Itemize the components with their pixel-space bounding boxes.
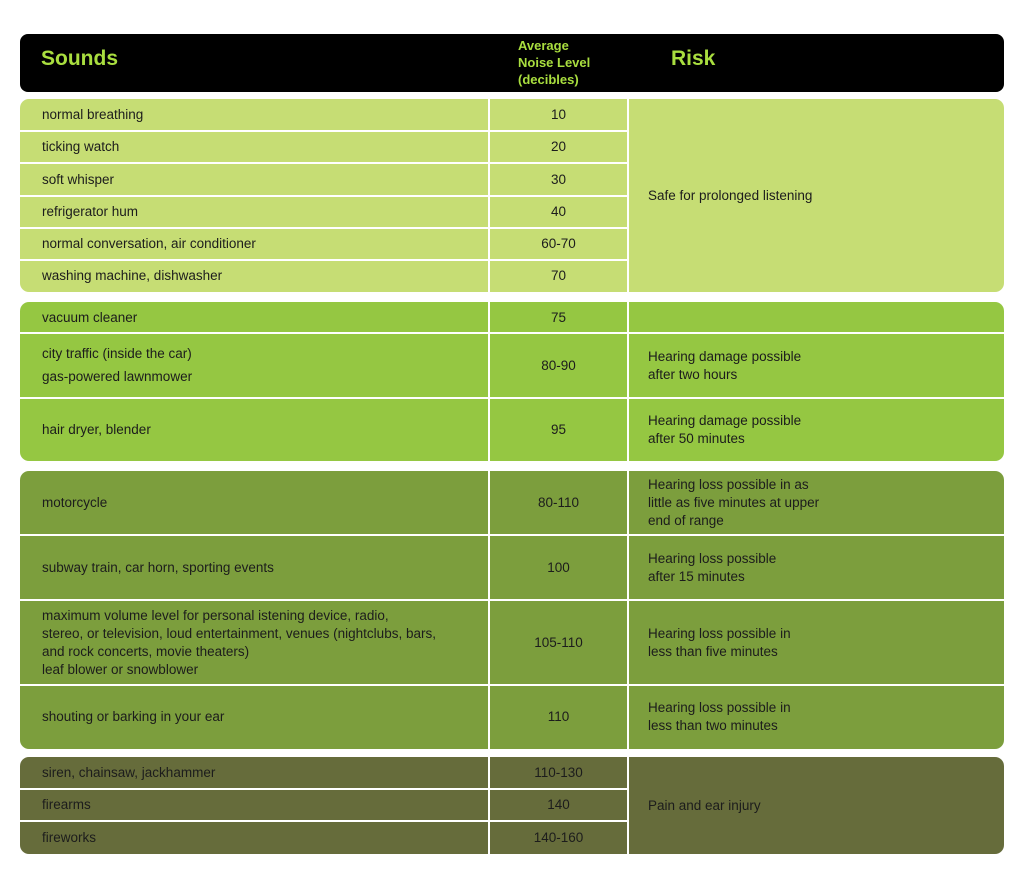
- risk-label: Hearing loss possible in: [648, 625, 791, 641]
- noise-level-cell: 30: [550, 171, 567, 187]
- noise-level-cell: 110: [547, 709, 570, 724]
- sound-cell: [20, 398, 489, 461]
- risk-cell: [628, 302, 1004, 333]
- column-divider-risk: [627, 302, 629, 461]
- noise-level-cell: 70: [550, 268, 567, 283]
- column-divider-risk: [627, 471, 629, 749]
- sound-cell: [20, 163, 489, 196]
- noise-level-cell: 80-110: [537, 495, 580, 510]
- sound-cell: [20, 228, 489, 260]
- sound-label: firearms: [42, 797, 91, 812]
- risk-label: less than two minutes: [648, 718, 778, 733]
- sound-cell: [20, 333, 489, 398]
- sound-cell: [20, 260, 489, 292]
- risk-cell: [628, 398, 1004, 461]
- noise-level-cell: 140-160: [533, 829, 584, 845]
- sound-label: fireworks: [42, 829, 97, 845]
- risk-label: Safe for prolonged listening: [648, 187, 813, 203]
- risk-cell: [628, 471, 1004, 535]
- noise-level-header-line-3: (decibles): [518, 72, 579, 87]
- sound-cell: [20, 131, 489, 163]
- sound-label: vacuum cleaner: [42, 309, 138, 325]
- risk-label: less than five minutes: [648, 643, 778, 659]
- risk-cell: [628, 757, 1004, 854]
- sound-label: stereo, or television, loud entertainment, venues (nightclubs, bars,: [42, 625, 436, 641]
- risk-label: after 15 minutes: [648, 568, 745, 584]
- sound-label: refrigerator hum: [42, 204, 139, 219]
- column-divider-level: [488, 99, 490, 292]
- sound-label: subway train, car horn, sporting events: [42, 559, 274, 575]
- column-divider-level: [488, 302, 490, 461]
- sound-label: soft whisper: [42, 171, 115, 187]
- sound-cell: [20, 196, 489, 228]
- noise-level-header-line-2: Noise Level: [518, 55, 591, 70]
- sound-label: motorcycle: [42, 495, 108, 510]
- noise-level-cell: 20: [550, 139, 567, 154]
- sound-label: shouting or barking in your ear: [42, 709, 225, 724]
- risk-cell: [628, 333, 1004, 398]
- sound-label: normal breathing: [42, 107, 144, 122]
- risk-label: Hearing loss possible in: [648, 700, 791, 715]
- sound-label: leaf blower or snowblower: [42, 661, 199, 677]
- table-header: [20, 34, 1004, 92]
- risk-label: Hearing loss possible in as: [648, 477, 809, 492]
- sound-label: city traffic (inside the car): [42, 346, 192, 361]
- noise-level-cell: 140: [547, 797, 570, 812]
- sound-cell: [20, 821, 489, 854]
- noise-level-cell: 40: [550, 204, 567, 219]
- sound-label: washing machine, dishwasher: [42, 268, 223, 283]
- risk-label: after 50 minutes: [648, 430, 745, 446]
- risk-column-header: Risk: [671, 47, 716, 70]
- risk-cell: [628, 600, 1004, 685]
- sound-cell: [20, 757, 489, 789]
- risk-label: Hearing loss possible: [648, 550, 777, 566]
- noise-level-cell: 75: [550, 309, 567, 325]
- noise-level-cell: 10: [550, 107, 567, 122]
- sound-label: normal conversation, air conditioner: [42, 236, 256, 251]
- risk-label: Pain and ear injury: [648, 797, 761, 813]
- risk-cell: [628, 535, 1004, 600]
- risk-label: little as five minutes at upper: [648, 495, 820, 510]
- risk-label: after two hours: [648, 366, 738, 382]
- sound-cell: [20, 535, 489, 600]
- group-2: [20, 471, 1004, 749]
- column-divider-risk: [627, 99, 629, 292]
- group-0: [20, 99, 1004, 292]
- risk-label: Hearing damage possible: [648, 412, 802, 428]
- sound-label: and rock concerts, movie theaters): [42, 643, 250, 659]
- sound-cell: [20, 99, 489, 131]
- noise-level-header-line-1: Average: [518, 38, 569, 53]
- risk-cell: [628, 99, 1004, 292]
- sound-cell: [20, 302, 489, 333]
- noise-level-cell: 80-90: [541, 357, 576, 373]
- sound-label: gas-powered lawnmower: [42, 369, 193, 384]
- noise-level-cell: 60-70: [541, 236, 576, 251]
- risk-cell: [628, 685, 1004, 749]
- sound-label: siren, chainsaw, jackhammer: [42, 765, 216, 780]
- noise-level-column-header: [518, 37, 628, 88]
- group-3: [20, 757, 1004, 854]
- noise-level-cell: 95: [550, 421, 567, 437]
- column-divider-level: [488, 471, 490, 749]
- sound-label: maximum volume level for personal istening device, radio,: [42, 607, 389, 623]
- sound-label: hair dryer, blender: [42, 421, 151, 437]
- sound-label: ticking watch: [42, 139, 120, 154]
- noise-level-cell: 105-110: [534, 634, 583, 650]
- sound-cell: [20, 685, 489, 749]
- sound-cell: [20, 471, 489, 535]
- risk-label: end of range: [648, 513, 724, 528]
- column-divider-risk: [627, 757, 629, 854]
- noise-level-cell: 110-130: [534, 765, 583, 780]
- column-divider-level: [488, 757, 490, 854]
- sounds-column-header: Sounds: [41, 47, 118, 70]
- sound-cell: [20, 600, 489, 685]
- risk-label: Hearing damage possible: [648, 348, 802, 364]
- noise-level-cell: 100: [547, 559, 570, 575]
- group-1: [20, 302, 1004, 461]
- sound-cell: [20, 789, 489, 821]
